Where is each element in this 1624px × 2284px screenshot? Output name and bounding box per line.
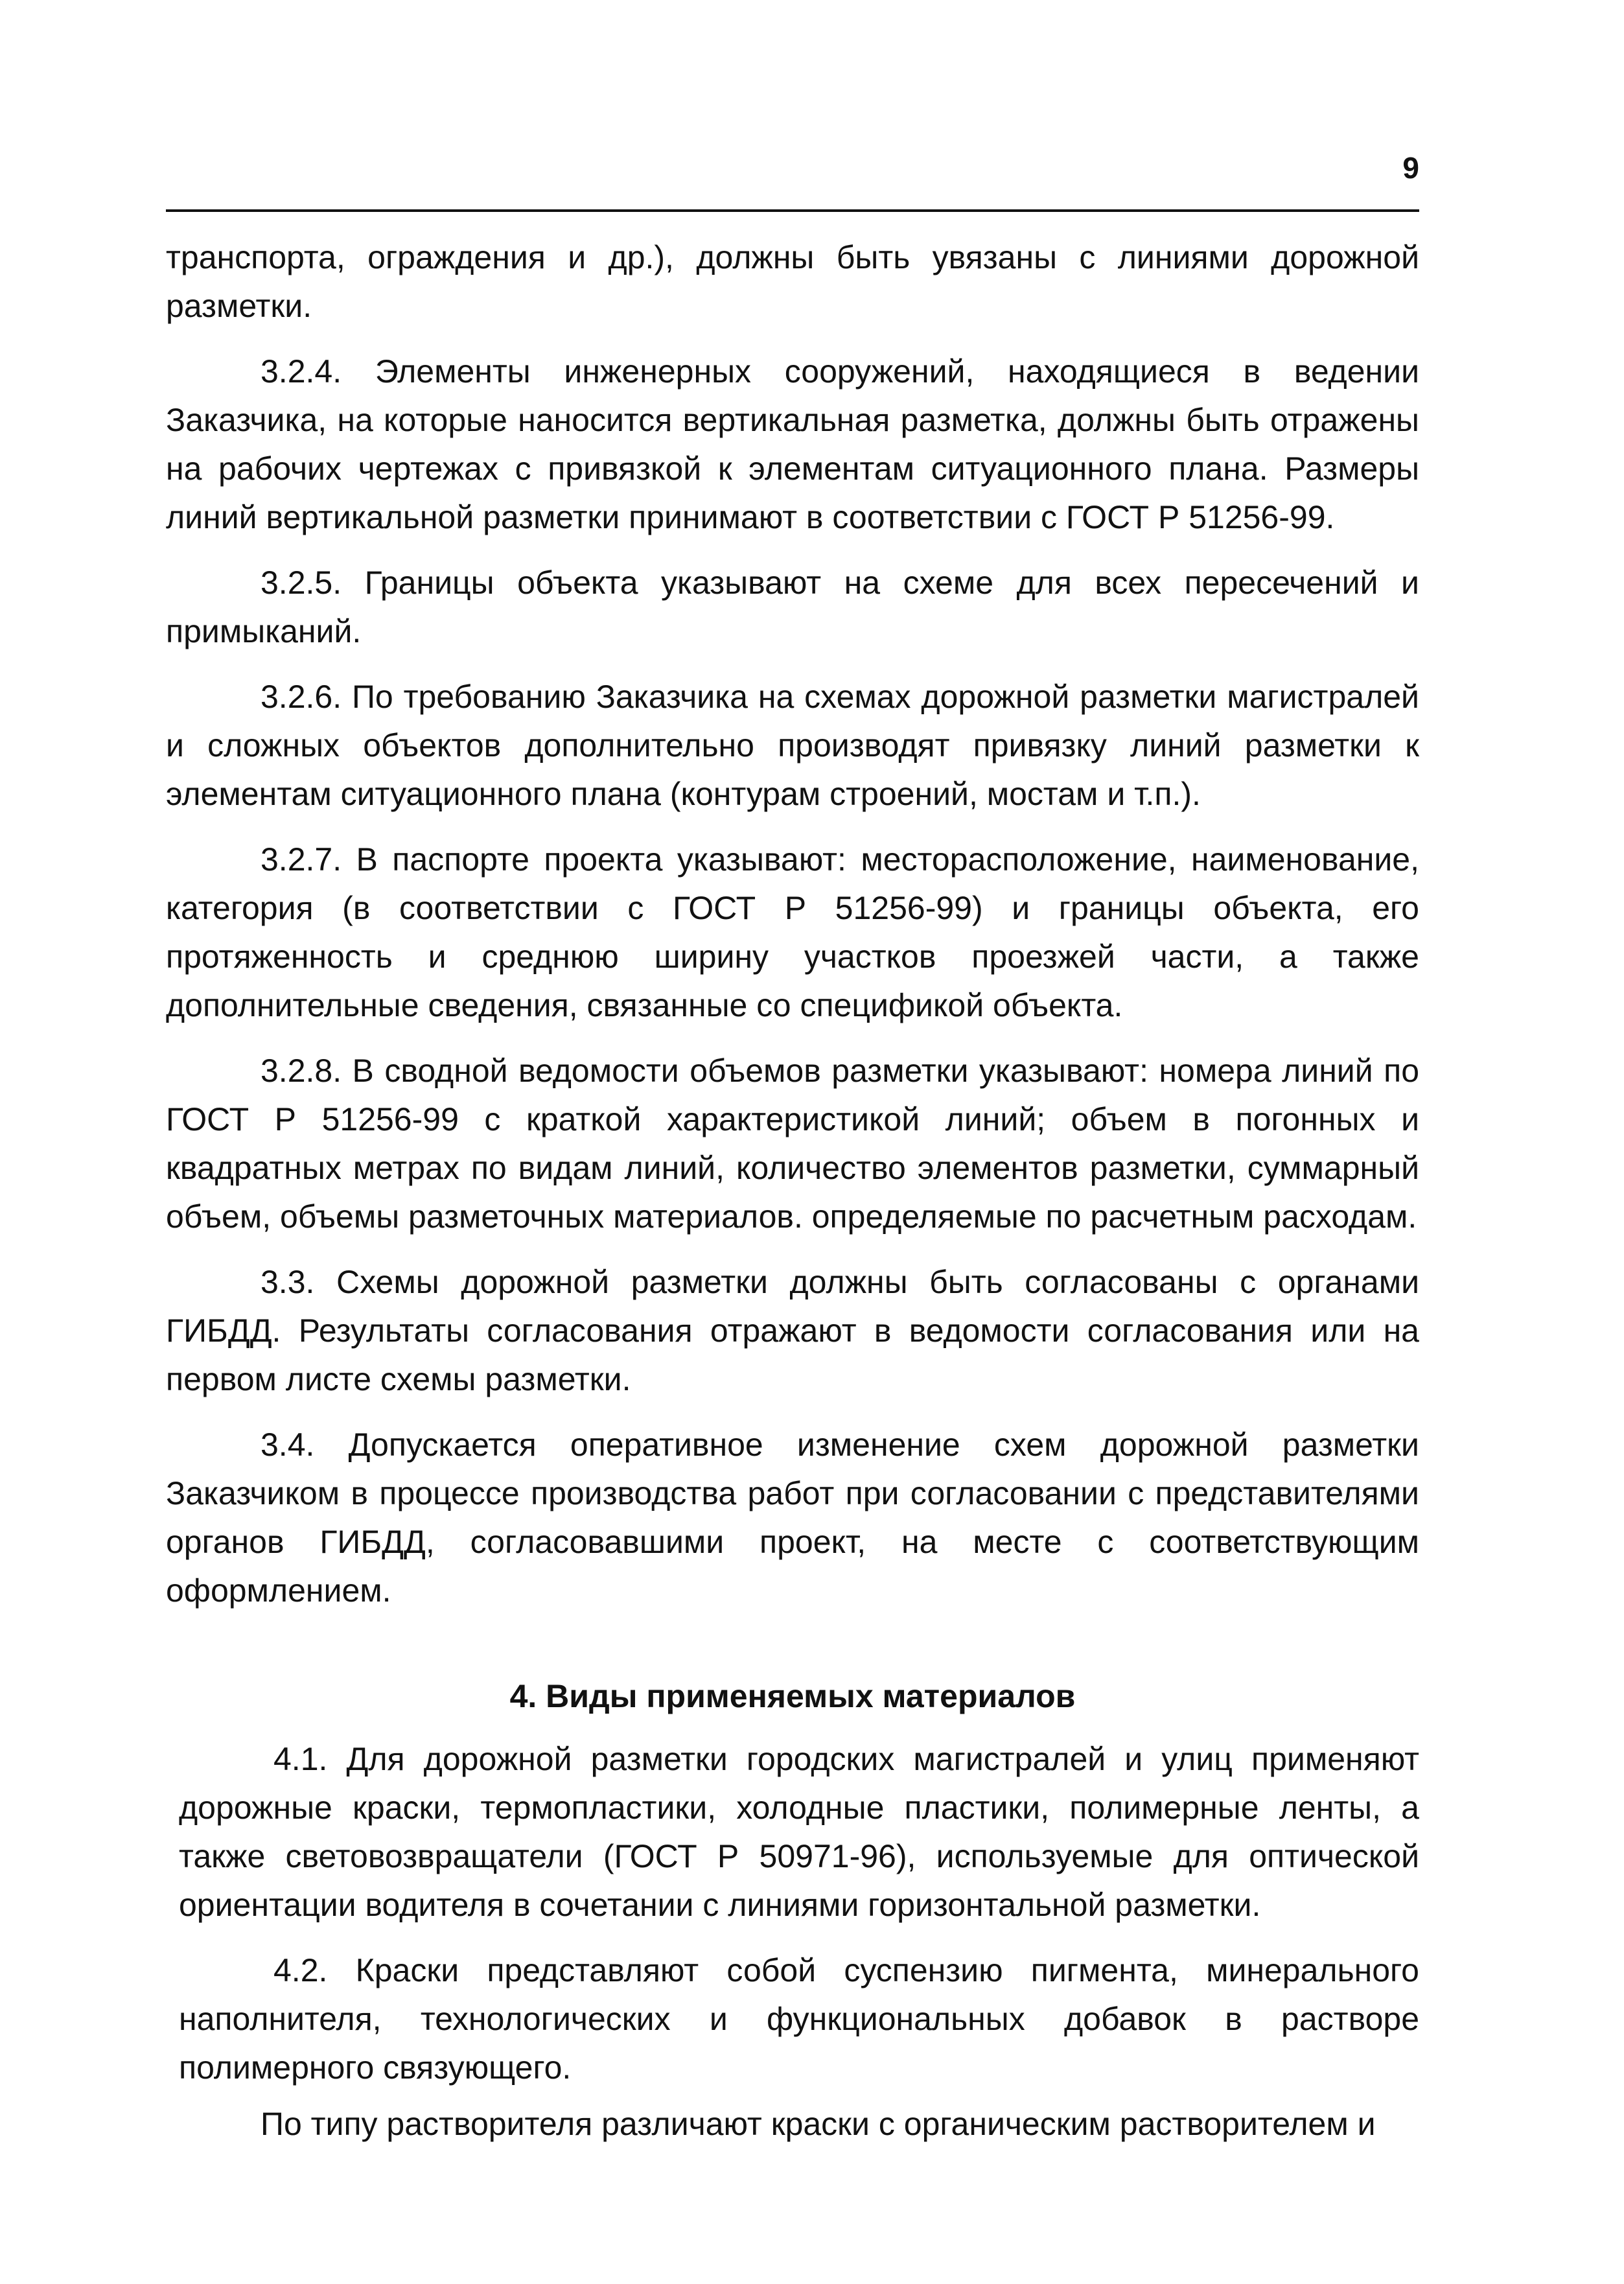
paragraph-3-2-5: 3.2.5. Границы объекта указывают на схеме для всех пересечений и примыканий. (166, 565, 1419, 649)
paragraph-3-2-7: 3.2.7. В паспорте проекта указывают: месторасположение, наименование, категория (в соответствии с ГОСТ Р 51256-99) и границы объекта, его протяженность и среднюю ширину участков проезжей части, а также дополнительные сведения, связанные со спецификой объекта. (166, 841, 1419, 1023)
document-body (166, 233, 1419, 2165)
paragraph-4-1: 4.1. Для дорожной разметки городских магистралей и улиц применяют дорожные краски, термопластики, холодные пластики, полимерные ленты, а также световозвращатели (ГОСТ Р 50971-96), используемые для оптической ориентации водителя в сочетании с линиями горизонтальной разметки. (179, 1741, 1419, 1923)
paragraph-3-2-8: 3.2.8. В сводной ведомости объемов разметки указывают: номера линий по ГОСТ Р 51256-99 с краткой характеристикой линий; объем в погонных и квадратных метрах по видам линий, количество элементов разметки, суммарный объем, объемы разметочных материалов. определяемые по расчетным расходам. (166, 1053, 1419, 1235)
paragraph-3-2-4: 3.2.4. Элементы инженерных сооружений, находящиеся в ведении Заказчика, на которые наносится вертикальная разметка, должны быть отражены на рабочих чертежах с привязкой к элементам ситуационного плана. Размеры линий вертикальной разметки принимают в соответствии с ГОСТ Р 51256-99. (166, 353, 1419, 535)
header-rule (166, 209, 1419, 212)
paragraph-3-2-6: 3.2.6. По требованию Заказчика на схемах дорожной разметки магистралей и сложных объектов дополнительно производят привязку линий разметки к элементам ситуационного плана (контурам строений, мостам и т.п.). (166, 679, 1419, 812)
paragraph-4-2-continuation: По типу растворителя различают краски с органическим растворителем и (261, 2106, 1376, 2142)
section-4-heading: 4. Виды применяемых материалов (509, 1678, 1076, 1714)
page-number: 9 (1402, 151, 1419, 185)
paragraph-continuation: транспорта, ограждения и др.), должны быть увязаны с линиями дорожной разметки. (166, 239, 1419, 324)
paragraph-3-3: 3.3. Схемы дорожной разметки должны быть согласованы с органами ГИБДД. Результаты согласования отражают в ведомости согласования или на первом листе схемы разметки. (166, 1264, 1419, 1397)
paragraph-3-4: 3.4. Допускается оперативное изменение схем дорожной разметки Заказчиком в процессе производства работ при согласовании с представителями органов ГИБДД, согласовавшими проект, на месте с соответствующим оформлением. (166, 1427, 1419, 1609)
paragraph-4-2: 4.2. Краски представляют собой суспензию пигмента, минерального наполнителя, технологических и функциональных добавок в растворе полимерного связующего. (179, 1952, 1419, 2086)
